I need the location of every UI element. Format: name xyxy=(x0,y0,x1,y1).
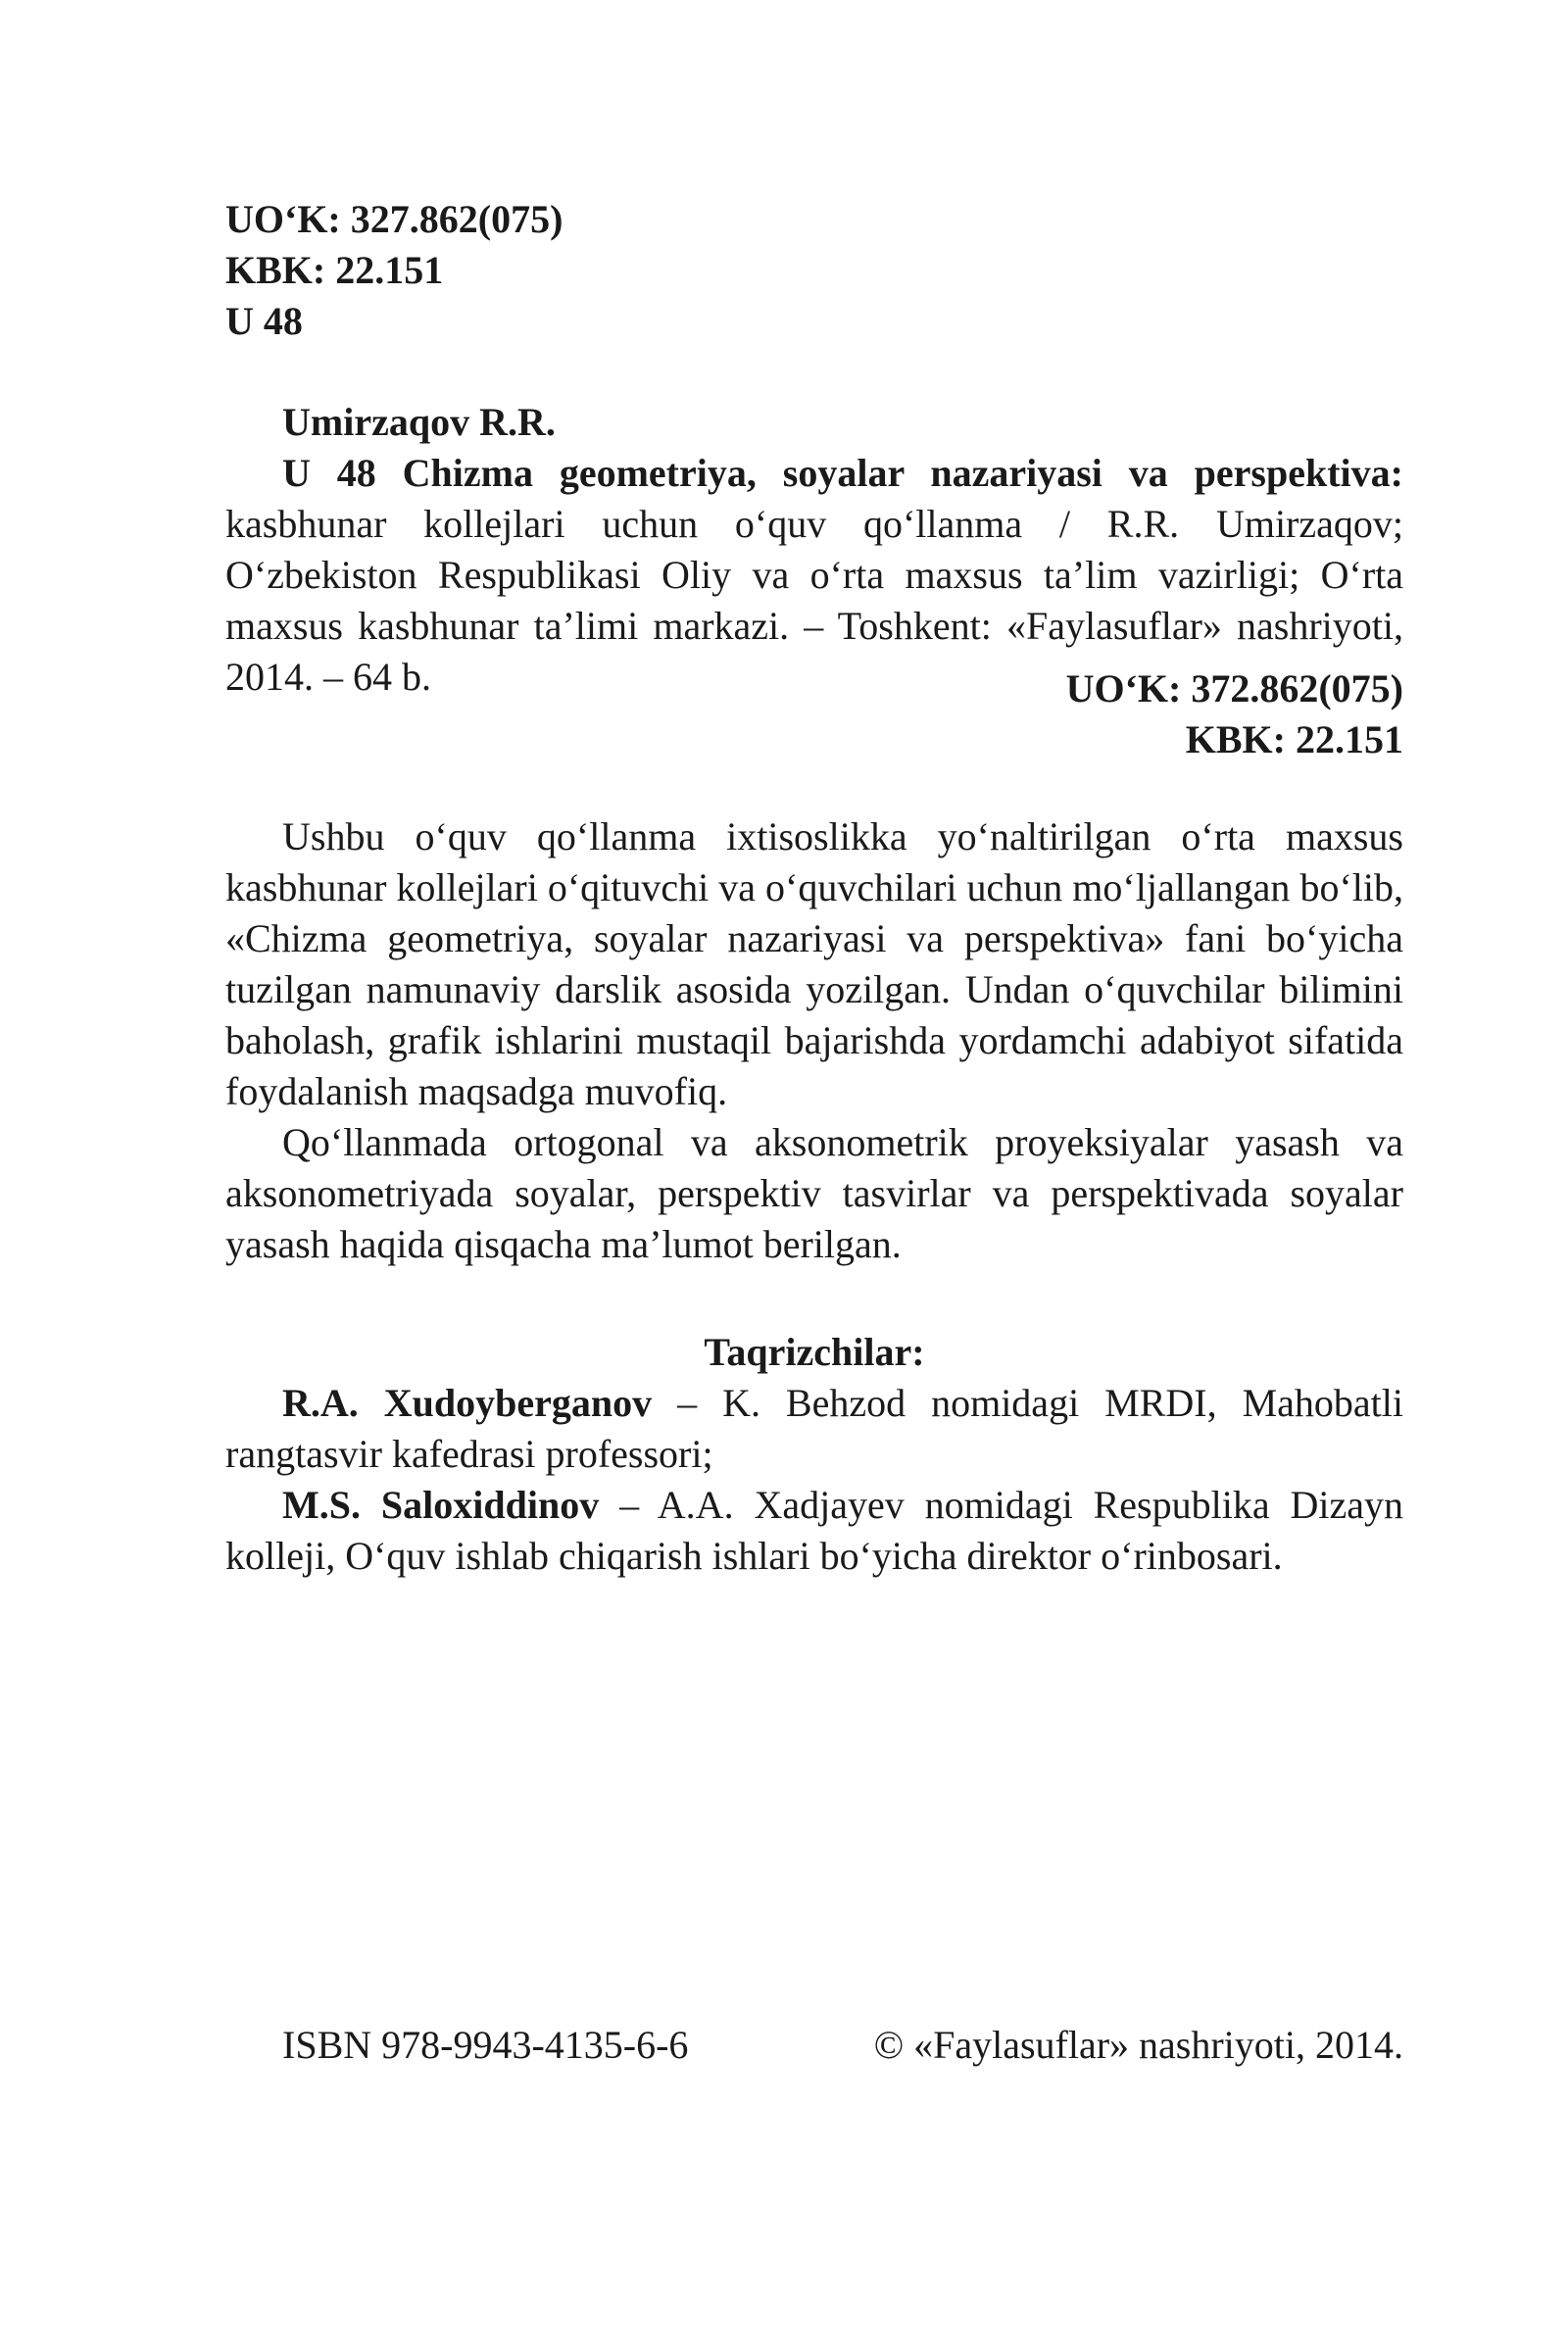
reviewers-heading: Taqrizchilar: xyxy=(704,1330,925,1374)
annotation-paragraph-1: Ushbu o‘quv qo‘llanma ixtisoslikka yo‘naltirilgan o‘rta maxsus kasbhunar kollejlari o‘qituvchi va o‘quvchilari uchun mo‘ljallangan bo‘lib, «Chizma geometriya, soyalar nazariyasi va perspektiva» fani bo‘yicha tuzilgan namunaviy darslik asosida yozilgan. Undan o‘quvchilar bilimini baholash, grafik ishlarini mustaqil bajarishda yordamchi adabiyot sifatida foydalanish maqsadga muvofiq. xyxy=(225,814,1403,1113)
classification-codes-right xyxy=(225,663,1403,765)
author-mark: U 48 xyxy=(225,299,303,343)
bib-author: Umirzaqov R.R. xyxy=(282,400,556,444)
page-footer xyxy=(282,2020,1403,2071)
reviewers-section xyxy=(225,1327,1403,1582)
bib-title: U 48 Chizma geometriya, soyalar nazariyasi va perspektiva: xyxy=(282,451,1403,495)
uok-code-right: UO‘K: 372.862(075) xyxy=(1065,666,1403,710)
reviewer-2 xyxy=(225,1480,1403,1582)
isbn: ISBN 978-9943-4135-6-6 xyxy=(282,2023,689,2067)
reviewer-1 xyxy=(225,1378,1403,1480)
reviewer-2-affiliation: – A.A. Xadjayev nomidagi Respublika Dizayn kolleji, O‘quv ishlab chiqarish ishlari bo‘yicha direktor o‘rinbosari. xyxy=(225,1483,1403,1578)
kbk-code: KBK: 22.151 xyxy=(225,248,444,292)
annotation xyxy=(225,811,1403,1270)
bib-details: kasbhunar kollejlari uchun o‘quv qo‘llanma / R.R. Umirzaqov; O‘zbekiston Respublikasi Oliy va o‘rta maxsus ta’lim vazirligi; O‘rta maxsus kasbhunar ta’limi markazi. – Toshkent: «Faylasuflar» nashriyoti, 2014. – 64 b. xyxy=(225,502,1403,699)
reviewer-1-affiliation: – K. Behzod nomidagi MRDI, Mahobatli rangtasvir kafedrasi professori; xyxy=(225,1381,1403,1476)
copyright-page xyxy=(225,0,1403,2352)
copyright-notice: © «Faylasuflar» nashriyoti, 2014. xyxy=(873,2023,1403,2067)
reviewer-2-name: M.S. Saloxiddinov xyxy=(282,1483,600,1527)
bibliographic-record xyxy=(225,397,1403,703)
annotation-paragraph-2: Qo‘llanmada ortogonal va aksonometrik proyeksiyalar yasash va aksonometriyada soyalar, perspektiv tasvirlar va perspektivada soyalar yasash haqida qisqacha ma’lumot berilgan. xyxy=(225,1120,1403,1266)
uok-code: UO‘K: 327.862(075) xyxy=(225,197,564,241)
classification-codes-top xyxy=(225,194,1403,347)
kbk-code-right: KBK: 22.151 xyxy=(1185,717,1403,761)
reviewer-1-name: R.A. Xudoyberganov xyxy=(282,1381,653,1425)
